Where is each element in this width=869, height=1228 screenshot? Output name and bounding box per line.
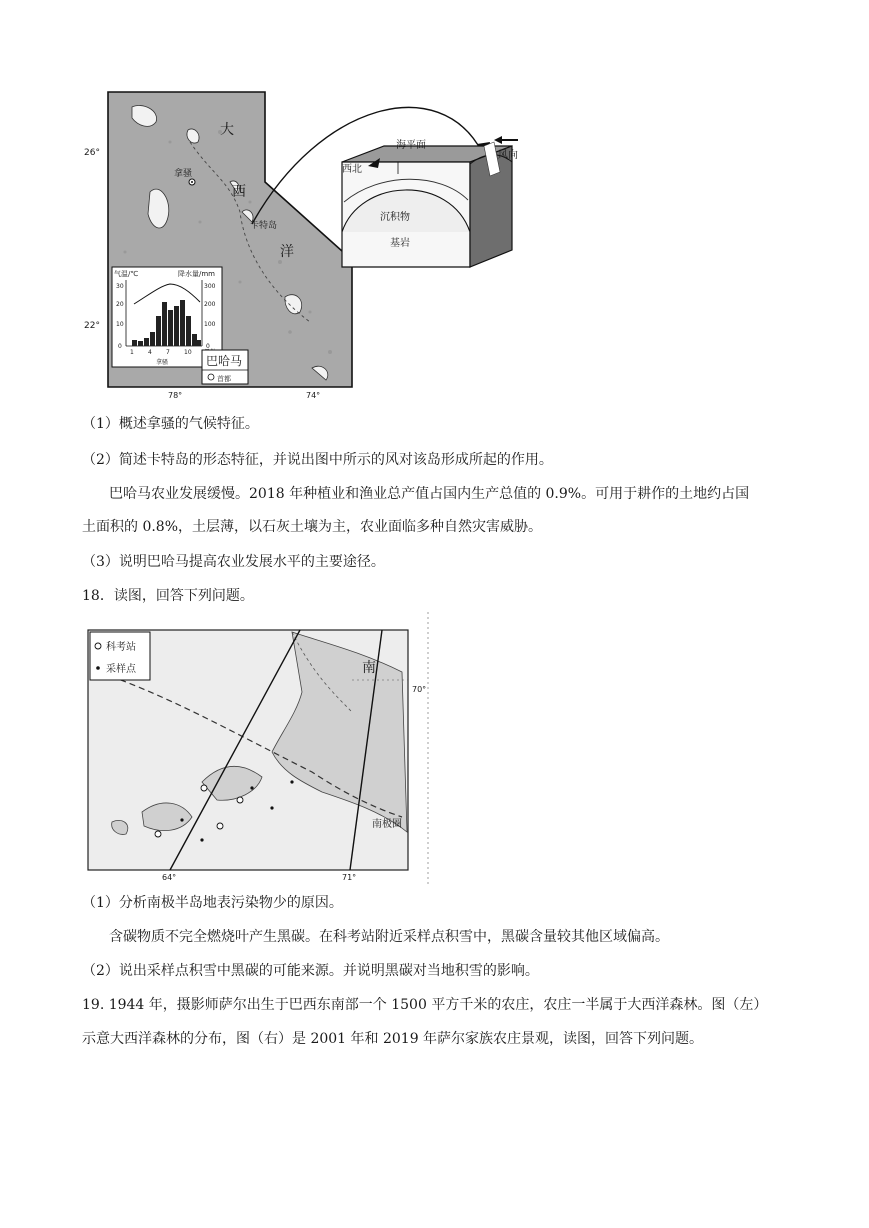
tick-month-7: 7 bbox=[166, 349, 170, 356]
tick-month-10: 10 bbox=[184, 349, 192, 356]
tick-temp-0: 0 bbox=[118, 343, 122, 350]
para1-line1: 巴哈马农业发展缓慢。2018 年种植业和渔业总产值占国内生产总值的 0.9%。可用于耕作的土地约占国 bbox=[109, 486, 750, 502]
ocean-label-xi: 西 bbox=[232, 184, 246, 200]
lon-label-71: 71° bbox=[342, 873, 357, 882]
legend-station-label: 科考站 bbox=[106, 642, 136, 653]
tick-precip-0: 0 bbox=[206, 343, 210, 350]
antarctic-map-svg bbox=[82, 612, 432, 887]
ocean-label-yang: 洋 bbox=[280, 244, 294, 260]
q19-line2: 示意大西洋森林的分布，图（右）是 2001 年和 2019 年萨尔家族农庄景观，读图，回答下列问题。 bbox=[82, 1031, 704, 1047]
tick-precip-200: 200 bbox=[204, 301, 216, 308]
figure-antarctic-peninsula bbox=[82, 612, 432, 887]
legend-sample-label: 采样点 bbox=[106, 664, 136, 675]
para2: 含碳物质不完全燃烧叶产生黑碳。在科考站附近采样点积雪中，黑碳含量较其他区域偏高。 bbox=[109, 929, 669, 945]
bedrock-label: 基岩 bbox=[390, 238, 410, 249]
legend-station-icon bbox=[95, 643, 101, 649]
nassau-label: 拿骚 bbox=[174, 169, 193, 179]
para1-line2: 土面积的 0.8%，土层薄，以石灰土壤为主，农业面临多种自然灾害威胁。 bbox=[82, 519, 543, 535]
wind-arrow bbox=[494, 136, 502, 144]
lat-label-22: 22° bbox=[84, 321, 100, 331]
chart-right-axis-title: 降水量/mm bbox=[178, 270, 215, 278]
tick-temp-20: 20 bbox=[116, 301, 124, 308]
sea-level-label: 海平面 bbox=[396, 140, 426, 151]
q19-line1: 19. 1944 年，摄影师萨尔出生于巴西东南部一个 1500 平方千米的农庄，农庄一半属于大西洋森林。图（左） bbox=[82, 997, 768, 1013]
cat-island-label: 卡特岛 bbox=[250, 221, 278, 231]
lon-label-64: 64° bbox=[162, 873, 177, 882]
region-label-south: 南 bbox=[362, 660, 376, 676]
bahamas-legend bbox=[202, 350, 248, 384]
lat-label-26: 26° bbox=[84, 148, 100, 158]
q18-1: （1）分析南极半岛地表污染物少的原因。 bbox=[82, 895, 343, 911]
legend-capital-label: 首都 bbox=[217, 375, 231, 383]
tick-precip-100: 100 bbox=[204, 321, 216, 328]
q18-heading: 18．读图，回答下列问题。 bbox=[82, 588, 254, 604]
sediment-label: 沉积物 bbox=[380, 212, 410, 223]
q18-2: （2）说出采样点积雪中黑碳的可能来源。并说明黑碳对当地积雪的影响。 bbox=[82, 963, 539, 979]
tick-temp-10: 10 bbox=[116, 321, 124, 328]
q17-1: （1）概述拿骚的气候特征。 bbox=[82, 416, 259, 432]
lon-label-78: 78° bbox=[168, 391, 183, 400]
figure-bahamas bbox=[80, 82, 540, 402]
northwest-label: 西北 bbox=[342, 164, 362, 175]
lon-label-74: 74° bbox=[306, 391, 321, 400]
tick-temp-30: 30 bbox=[116, 283, 124, 290]
block-diagram bbox=[342, 136, 518, 267]
bahamas-map-svg bbox=[80, 82, 540, 402]
chart-left-axis-title: 气温/℃ bbox=[114, 270, 139, 278]
chart-caption: 拿骚 bbox=[156, 359, 169, 366]
legend-sample-icon bbox=[96, 666, 100, 670]
tick-precip-300: 300 bbox=[204, 283, 216, 290]
antarctic-legend bbox=[90, 632, 150, 680]
tick-month-4: 4 bbox=[148, 349, 152, 356]
ocean-label-da: 大 bbox=[220, 122, 234, 138]
wind-direction-label: 风向 bbox=[498, 150, 518, 161]
q17-3: （3）说明巴哈马提高农业发展水平的主要途径。 bbox=[82, 554, 385, 570]
legend-title: 巴哈马 bbox=[206, 354, 243, 368]
antarctic-circle-label: 南极圈 bbox=[372, 819, 402, 830]
legend-capital-icon bbox=[208, 374, 214, 380]
lat-label-70: 70° bbox=[412, 685, 427, 694]
q17-2: （2）简述卡特岛的形态特征，并说出图中所示的风对该岛形成所起的作用。 bbox=[82, 452, 553, 468]
tick-month-1: 1 bbox=[130, 349, 134, 356]
